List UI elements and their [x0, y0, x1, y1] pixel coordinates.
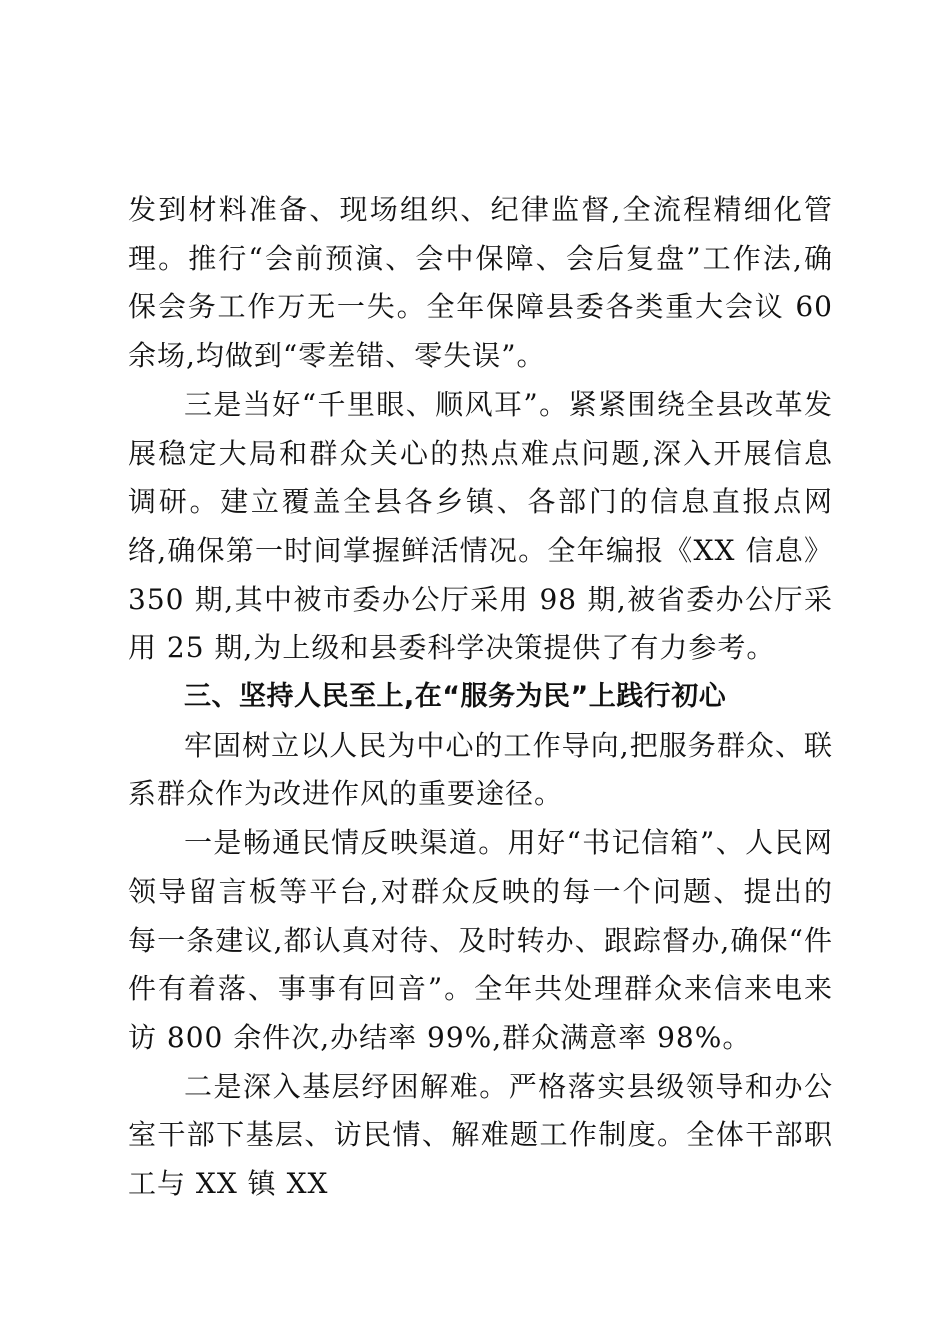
document-body [128, 186, 833, 1209]
paragraph-continuation: 发到材料准备、现场组织、纪律监督,全流程精细化管理。推行“会前预演、会中保障、会后复盘”工作法,确保会务工作万无一失。全年保障县委各类重大会议 60 余场,均做到“零差错、零失误”。 [128, 193, 833, 373]
section-heading: 三、坚持人民至上,在“服务为民”上践行初心 [184, 681, 727, 713]
paragraph-public-channels: 一是畅通民情反映渠道。用好“书记信箱”、人民网领导留言板等平台,对群众反映的每一个问题、提出的每一条建议,都认真对待、及时转办、跟踪督办,确保“件件有着落、事事有回音”。全年共处理群众来信来电来访 800 余件次,办结率 99%,群众满意率 98%。 [128, 826, 833, 1054]
paragraph-section-intro: 牢固树立以人民为中心的工作导向,把服务群众、联系群众作为改进作风的重要途径。 [128, 728, 833, 811]
paragraph-information-research: 三是当好“千里眼、顺风耳”。紧紧围绕全县改革发展稳定大局和群众关心的热点难点问题,深入开展信息调研。建立覆盖全县各乡镇、各部门的信息直报点网络,确保第一时间掌握鲜活情况。全年编报《XX 信息》350 期,其中被市委办公厅采用 98 期,被省委办公厅采用 25 期,为上级和县委科学决策提供了有力参考。 [128, 387, 833, 665]
paragraph-grassroots: 二是深入基层纾困解难。严格落实县级领导和办公室干部下基层、访民情、解难题工作制度。全体干部职工与 XX 镇 XX [128, 1069, 833, 1201]
